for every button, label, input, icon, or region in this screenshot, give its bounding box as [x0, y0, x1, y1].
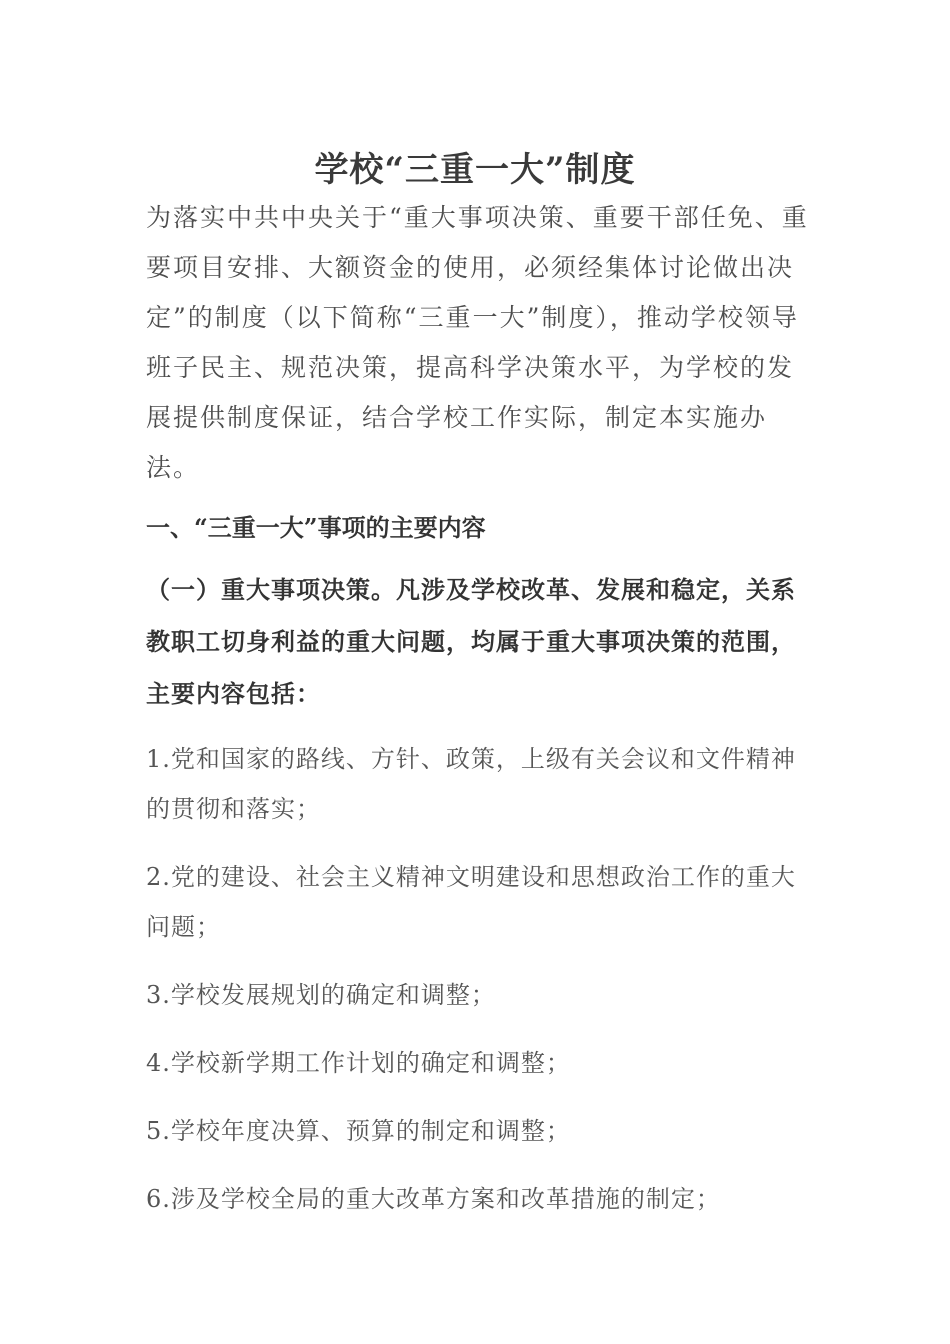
list-item: 5.学校年度决算、预算的制定和调整； [146, 1117, 571, 1145]
intro-paragraph: 为落实中共中央关于“重大事项决策、重要干部任免、重要项目安排、大额资金的使用，必须经集体讨论做出决定”的制度（以下简称“三重一大”制度），推动学校领导班子民主、规范决策，提高科学决策水平，为学校的发展提供制度保证，结合学校工作实际，制定本实施办法。 [146, 203, 809, 482]
list-item: 4.学校新学期工作计划的确定和调整； [146, 1049, 571, 1077]
subsection-heading: （一）重大事项决策。凡涉及学校改革、发展和稳定，关系教职工切身利益的重大问题，均属于重大事项决策的范围，主要内容包括： [146, 575, 796, 708]
list-item: 6.涉及学校全局的重大改革方案和改革措施的制定； [146, 1185, 721, 1213]
document-body [146, 193, 811, 1242]
list-item: 2.党的建设、社会主义精神文明建设和思想政治工作的重大问题； [146, 863, 796, 941]
list-item: 1.党和国家的路线、方针、政策，上级有关会议和文件精神的贯彻和落实； [146, 745, 796, 823]
document-title: 学校“三重一大”制度 [314, 149, 636, 190]
section-heading: 一、“三重一大”事项的主要内容 [146, 513, 486, 542]
list-item: 3.学校发展规划的确定和调整； [146, 981, 496, 1009]
content-list [146, 734, 811, 1224]
